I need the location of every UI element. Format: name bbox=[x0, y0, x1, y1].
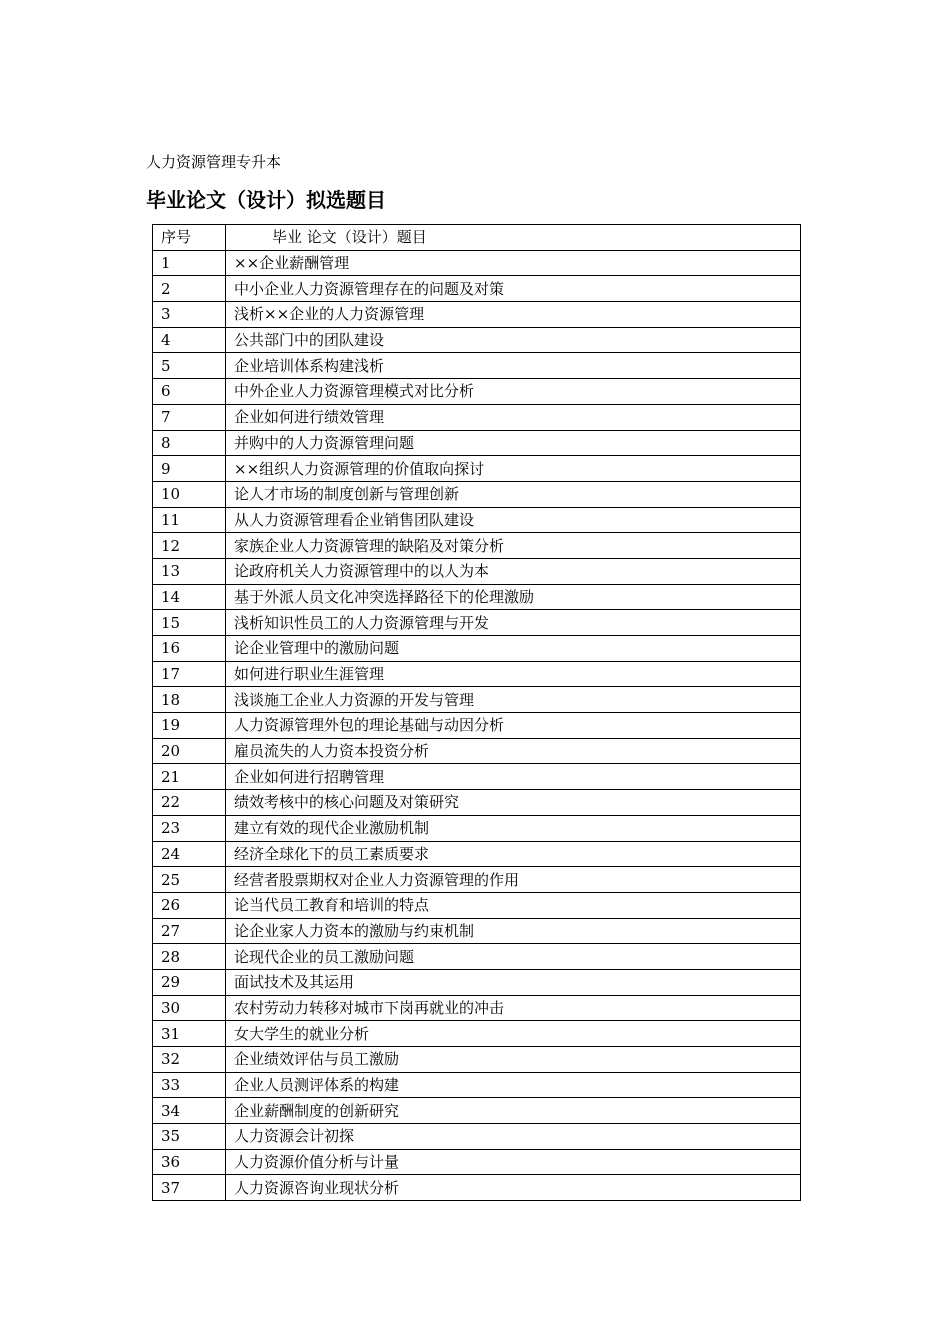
table-header-row bbox=[153, 225, 801, 251]
row-number: 12 bbox=[153, 533, 226, 559]
row-number: 27 bbox=[153, 918, 226, 944]
row-number: 7 bbox=[153, 404, 226, 430]
row-topic: 中小企业人力资源管理存在的问题及对策 bbox=[226, 276, 801, 302]
topics-table bbox=[152, 224, 801, 1201]
table-row bbox=[153, 276, 801, 302]
row-topic: 雇员流失的人力资本投资分析 bbox=[226, 738, 801, 764]
row-topic: 论当代员工教育和培训的特点 bbox=[226, 892, 801, 918]
row-topic: 面试技术及其运用 bbox=[226, 969, 801, 995]
row-number: 19 bbox=[153, 713, 226, 739]
table-row bbox=[153, 302, 801, 328]
row-number: 33 bbox=[153, 1072, 226, 1098]
row-number: 28 bbox=[153, 944, 226, 970]
table-row bbox=[153, 533, 801, 559]
table-row bbox=[153, 481, 801, 507]
table-row bbox=[153, 969, 801, 995]
row-number: 18 bbox=[153, 687, 226, 713]
table-row bbox=[153, 610, 801, 636]
document-title: 毕业论文（设计）拟选题目 bbox=[146, 188, 386, 212]
row-number: 35 bbox=[153, 1124, 226, 1150]
row-topic: 企业人员测评体系的构建 bbox=[226, 1072, 801, 1098]
row-topic: ××组织人力资源管理的价值取向探讨 bbox=[226, 456, 801, 482]
row-number: 22 bbox=[153, 790, 226, 816]
row-number: 29 bbox=[153, 969, 226, 995]
row-number: 2 bbox=[153, 276, 226, 302]
row-topic: 论企业管理中的激励问题 bbox=[226, 636, 801, 662]
document-subtitle: 人力资源管理专升本 bbox=[146, 153, 282, 171]
table-row bbox=[153, 790, 801, 816]
row-number: 30 bbox=[153, 995, 226, 1021]
row-number: 13 bbox=[153, 558, 226, 584]
table-row bbox=[153, 353, 801, 379]
table-row bbox=[153, 1124, 801, 1150]
row-topic: 建立有效的现代企业激励机制 bbox=[226, 815, 801, 841]
row-topic: 女大学生的就业分析 bbox=[226, 1021, 801, 1047]
row-topic: 绩效考核中的核心问题及对策研究 bbox=[226, 790, 801, 816]
table-row bbox=[153, 379, 801, 405]
row-topic: 论现代企业的员工激励问题 bbox=[226, 944, 801, 970]
row-number: 4 bbox=[153, 327, 226, 353]
row-number: 34 bbox=[153, 1098, 226, 1124]
table-row bbox=[153, 636, 801, 662]
row-number: 16 bbox=[153, 636, 226, 662]
table-row bbox=[153, 507, 801, 533]
row-number: 36 bbox=[153, 1149, 226, 1175]
row-number: 8 bbox=[153, 430, 226, 456]
table-row bbox=[153, 687, 801, 713]
row-number: 26 bbox=[153, 892, 226, 918]
row-number: 25 bbox=[153, 867, 226, 893]
row-number: 11 bbox=[153, 507, 226, 533]
row-number: 3 bbox=[153, 302, 226, 328]
row-number: 31 bbox=[153, 1021, 226, 1047]
row-number: 21 bbox=[153, 764, 226, 790]
row-number: 23 bbox=[153, 815, 226, 841]
table-row bbox=[153, 558, 801, 584]
table-row bbox=[153, 430, 801, 456]
row-number: 10 bbox=[153, 481, 226, 507]
row-topic: 论人才市场的制度创新与管理创新 bbox=[226, 481, 801, 507]
row-number: 1 bbox=[153, 250, 226, 276]
row-topic: 浅谈施工企业人力资源的开发与管理 bbox=[226, 687, 801, 713]
row-number: 24 bbox=[153, 841, 226, 867]
row-topic: 公共部门中的团队建设 bbox=[226, 327, 801, 353]
row-topic: 浅析知识性员工的人力资源管理与开发 bbox=[226, 610, 801, 636]
row-topic: 并购中的人力资源管理问题 bbox=[226, 430, 801, 456]
table-row bbox=[153, 944, 801, 970]
table-row bbox=[153, 764, 801, 790]
table-row bbox=[153, 1175, 801, 1201]
row-topic: 农村劳动力转移对城市下岗再就业的冲击 bbox=[226, 995, 801, 1021]
row-topic: 人力资源会计初探 bbox=[226, 1124, 801, 1150]
row-topic: ××企业薪酬管理 bbox=[226, 250, 801, 276]
row-number: 9 bbox=[153, 456, 226, 482]
row-number: 6 bbox=[153, 379, 226, 405]
table-row bbox=[153, 892, 801, 918]
row-topic: 企业如何进行绩效管理 bbox=[226, 404, 801, 430]
row-topic: 企业培训体系构建浅析 bbox=[226, 353, 801, 379]
row-topic: 如何进行职业生涯管理 bbox=[226, 661, 801, 687]
table-row bbox=[153, 250, 801, 276]
row-number: 5 bbox=[153, 353, 226, 379]
row-topic: 中外企业人力资源管理模式对比分析 bbox=[226, 379, 801, 405]
table-row bbox=[153, 1072, 801, 1098]
row-topic: 家族企业人力资源管理的缺陷及对策分析 bbox=[226, 533, 801, 559]
row-topic: 从人力资源管理看企业销售团队建设 bbox=[226, 507, 801, 533]
row-topic: 论政府机关人力资源管理中的以人为本 bbox=[226, 558, 801, 584]
table-row bbox=[153, 1021, 801, 1047]
table-row bbox=[153, 713, 801, 739]
table-row bbox=[153, 1098, 801, 1124]
table-row bbox=[153, 404, 801, 430]
row-topic: 浅析××企业的人力资源管理 bbox=[226, 302, 801, 328]
row-number: 20 bbox=[153, 738, 226, 764]
row-topic: 人力资源管理外包的理论基础与动因分析 bbox=[226, 713, 801, 739]
table-row bbox=[153, 738, 801, 764]
table-row bbox=[153, 841, 801, 867]
table-row bbox=[153, 1149, 801, 1175]
table-row bbox=[153, 1047, 801, 1073]
table-row bbox=[153, 327, 801, 353]
table-row bbox=[153, 815, 801, 841]
row-topic: 经济全球化下的员工素质要求 bbox=[226, 841, 801, 867]
header-number: 序号 bbox=[153, 225, 226, 251]
row-number: 32 bbox=[153, 1047, 226, 1073]
table-row bbox=[153, 456, 801, 482]
row-number: 15 bbox=[153, 610, 226, 636]
row-number: 37 bbox=[153, 1175, 226, 1201]
row-topic: 经营者股票期权对企业人力资源管理的作用 bbox=[226, 867, 801, 893]
row-number: 14 bbox=[153, 584, 226, 610]
row-topic: 人力资源价值分析与计量 bbox=[226, 1149, 801, 1175]
row-topic: 基于外派人员文化冲突选择路径下的伦理激励 bbox=[226, 584, 801, 610]
row-topic: 企业薪酬制度的创新研究 bbox=[226, 1098, 801, 1124]
table-row bbox=[153, 584, 801, 610]
table-row bbox=[153, 661, 801, 687]
row-topic: 人力资源咨询业现状分析 bbox=[226, 1175, 801, 1201]
table-row bbox=[153, 867, 801, 893]
row-topic: 论企业家人力资本的激励与约束机制 bbox=[226, 918, 801, 944]
row-topic: 企业如何进行招聘管理 bbox=[226, 764, 801, 790]
topics-table-body bbox=[153, 225, 801, 1201]
row-topic: 企业绩效评估与员工激励 bbox=[226, 1047, 801, 1073]
table-row bbox=[153, 995, 801, 1021]
table-row bbox=[153, 918, 801, 944]
header-topic: 毕业 论文（设计）题目 bbox=[226, 225, 801, 251]
row-number: 17 bbox=[153, 661, 226, 687]
